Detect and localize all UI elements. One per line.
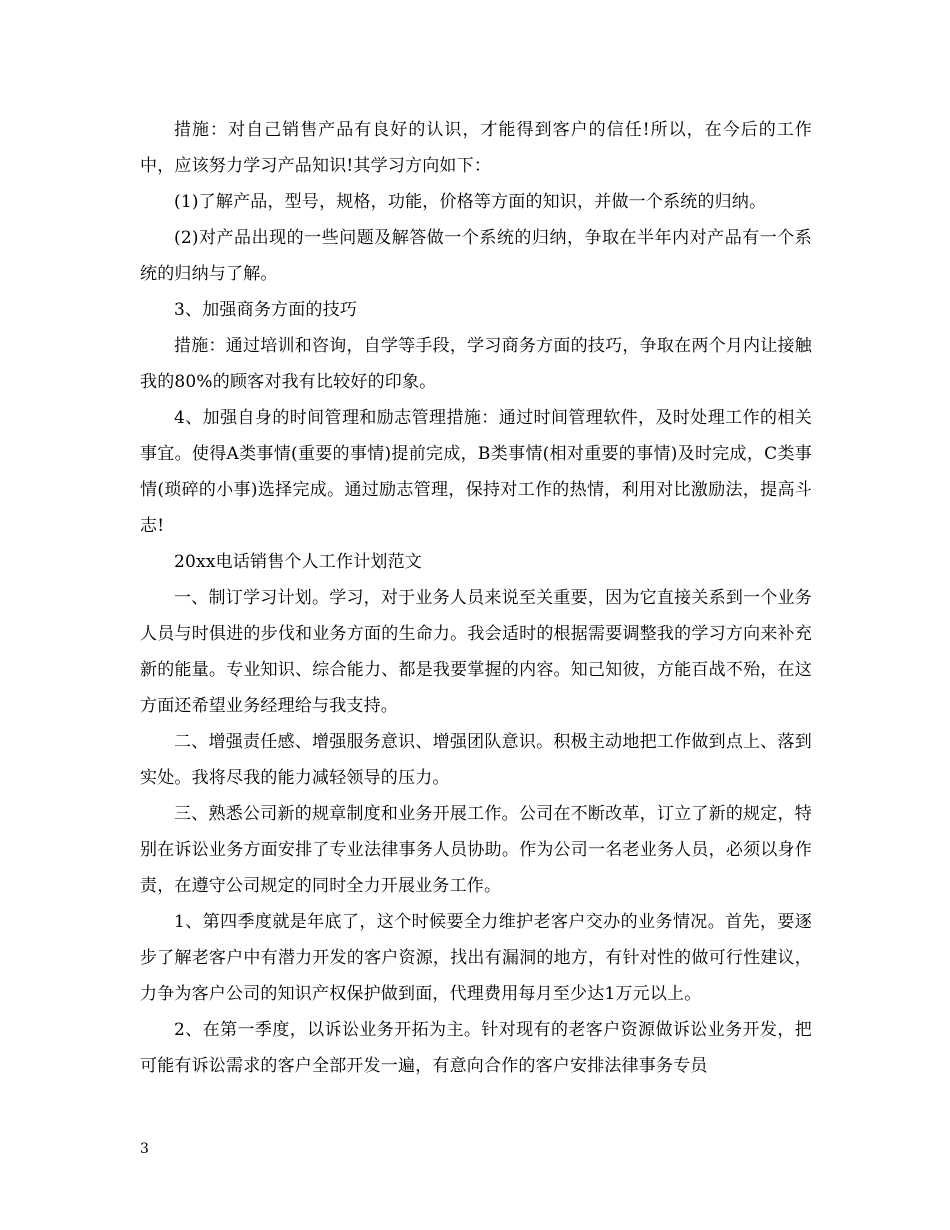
paragraph-measures-product: 措施：对自己销售产品有良好的认识，才能得到客户的信任!所以，在今后的工作中，应该努力学习产品知识!其学习方向如下：	[140, 120, 812, 176]
paragraph-fourth-quarter: 1、第四季度就是年底了，这个时候要全力维护老客户交办的业务情况。首先，要逐步了解老客户中有潜力开发的客户资源，找出有漏洞的地方，有针对性的做可行性建议，力争为客户公司的知识产权保护做到面，代理费用每月至少达1万元以上。	[140, 912, 812, 1004]
section-title: 20xx电话销售个人工作计划范文	[174, 552, 423, 572]
document-body	[140, 112, 812, 1084]
page-number: 3	[140, 1141, 149, 1157]
paragraph-heading-business-skills: 3、加强商务方面的技巧	[174, 300, 358, 320]
paragraph-first-quarter: 2、在第一季度，以诉讼业务开拓为主。针对现有的老客户资源做诉讼业务开发，把可能有诉讼需求的客户全部开发一遍，有意向合作的客户安排法律事务专员	[140, 1020, 812, 1076]
paragraph-time-management: 4、加强自身的时间管理和励志管理措施：通过时间管理软件，及时处理工作的相关事宜。使得A类事情(重要的事情)提前完成，B类事情(相对重要的事情)及时完成，C类事情(琐碎的小事)选择完成。通过励志管理，保持对工作的热情，利用对比激励法，提高斗志!	[140, 408, 812, 536]
paragraph-item-2: (2)对产品出现的一些问题及解答做一个系统的归纳，争取在半年内对产品有一个系统的归纳与了解。	[140, 228, 812, 284]
paragraph-study-plan: 一、制订学习计划。学习，对于业务人员来说至关重要，因为它直接关系到一个业务人员与时俱进的步伐和业务方面的生命力。我会适时的根据需要调整我的学习方向来补充新的能量。专业知识、综合能力、都是我要掌握的内容。知己知彼，方能百战不殆，在这方面还希望业务经理给与我支持。	[140, 588, 812, 716]
paragraph-responsibility: 二、增强责任感、增强服务意识、增强团队意识。积极主动地把工作做到点上、落到实处。我将尽我的能力减轻领导的压力。	[140, 732, 812, 788]
paragraph-measures-business: 措施：通过培训和咨询，自学等手段，学习商务方面的技巧，争取在两个月内让接触我的80%的顾客对我有比较好的印象。	[140, 336, 812, 392]
paragraph-company-rules: 三、熟悉公司新的规章制度和业务开展工作。公司在不断改革，订立了新的规定，特别在诉讼业务方面安排了专业法律事务人员协助。作为公司一名老业务人员，必须以身作责，在遵守公司规定的同时全力开展业务工作。	[140, 804, 812, 896]
paragraph-item-1: (1)了解产品，型号，规格，功能，价格等方面的知识，并做一个系统的归纳。	[174, 192, 767, 212]
